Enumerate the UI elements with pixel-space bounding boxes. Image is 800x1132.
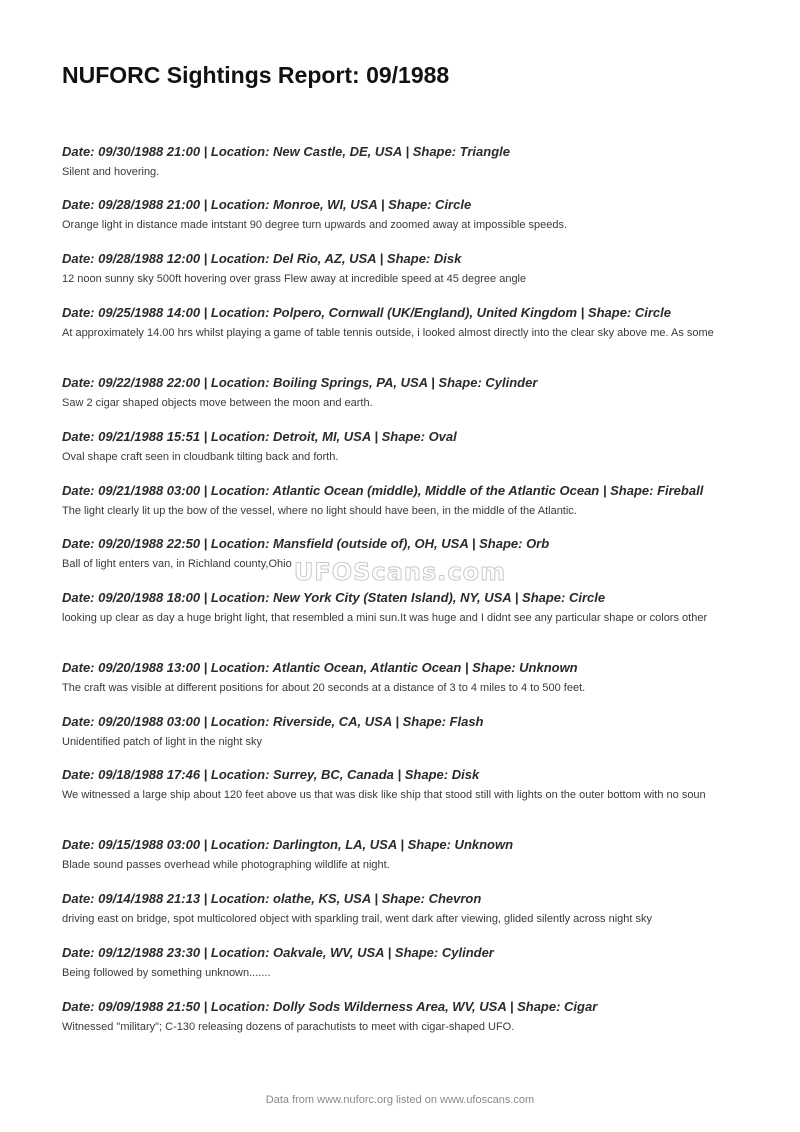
sighting-entry bbox=[62, 944, 752, 981]
sighting-description: The craft was visible at different positions for about 20 seconds at a distance of 3 to 4 miles to 4 to 500 feet. bbox=[62, 682, 586, 694]
sighting-header: Date: 09/22/1988 22:00 | Location: Boiling Springs, PA, USA | Shape: Cylinder bbox=[62, 375, 538, 390]
sighting-header: Date: 09/14/1988 21:13 | Location: olathe, KS, USA | Shape: Chevron bbox=[62, 891, 482, 906]
page-title: NUFORC Sightings Report: 09/1988 bbox=[62, 62, 450, 88]
sighting-header: Date: 09/12/1988 23:30 | Location: Oakvale, WV, USA | Shape: Cylinder bbox=[62, 945, 494, 960]
footer-credit: Data from www.nuforc.org listed on www.ufoscans.com bbox=[265, 1094, 535, 1106]
sighting-entry bbox=[62, 890, 752, 927]
sighting-description: Saw 2 cigar shaped objects move between the moon and earth. bbox=[62, 397, 373, 409]
sighting-description: Blade sound passes overhead while photographing wildlife at night. bbox=[62, 859, 390, 871]
sighting-entry bbox=[62, 196, 752, 233]
sighting-entry bbox=[62, 659, 752, 696]
sighting-description: Silent and hovering. bbox=[62, 166, 160, 178]
sighting-description: The light clearly lit up the bow of the vessel, where no light should have been, in the middle of the Atlantic. bbox=[62, 505, 577, 517]
sighting-header: Date: 09/25/1988 14:00 | Location: Polpero, Cornwall (UK/England), United Kingdom | Shape: Circle bbox=[62, 305, 672, 320]
sighting-description: Oval shape craft seen in cloudbank tilting back and forth. bbox=[62, 451, 339, 463]
sighting-header: Date: 09/09/1988 21:50 | Location: Dolly Sods Wilderness Area, WV, USA | Shape: Cigar bbox=[62, 999, 598, 1014]
sighting-entry bbox=[62, 304, 752, 341]
sighting-header: Date: 09/20/1988 03:00 | Location: Riverside, CA, USA | Shape: Flash bbox=[62, 714, 484, 729]
sighting-header: Date: 09/20/1988 13:00 | Location: Atlantic Ocean, Atlantic Ocean | Shape: Unknown bbox=[62, 660, 578, 675]
sighting-description: Ball of light enters van, in Richland county,Ohio bbox=[62, 558, 292, 570]
sighting-entry bbox=[62, 836, 752, 873]
sighting-entry bbox=[62, 250, 752, 287]
sighting-entry bbox=[62, 374, 752, 411]
sighting-description: Witnessed "military"; C-130 releasing dozens of parachutists to meet with cigar-shaped UFO. bbox=[62, 1021, 515, 1033]
sighting-entry bbox=[62, 143, 752, 180]
sighting-entry bbox=[62, 998, 752, 1035]
sighting-description: looking up clear as day a huge bright light, that resembled a mini sun.It was huge and I didnt see any particular shape or colors other bbox=[62, 612, 708, 624]
sighting-description: 12 noon sunny sky 500ft hovering over grass Flew away at incredible speed at 45 degree angle bbox=[62, 273, 527, 285]
sighting-description: We witnessed a large ship about 120 feet above us that was disk like ship that stood still with lights on the outer bottom with no soun bbox=[62, 789, 706, 801]
sighting-header: Date: 09/30/1988 21:00 | Location: New Castle, DE, USA | Shape: Triangle bbox=[62, 144, 510, 159]
sighting-entry bbox=[62, 766, 752, 803]
sighting-entry bbox=[62, 589, 752, 626]
sighting-description: Orange light in distance made intstant 90 degree turn upwards and zoomed away at impossible speeds. bbox=[62, 219, 568, 231]
sighting-header: Date: 09/28/1988 21:00 | Location: Monroe, WI, USA | Shape: Circle bbox=[62, 197, 472, 212]
sighting-entry bbox=[62, 482, 752, 519]
sighting-description: Unidentified patch of light in the night sky bbox=[62, 736, 262, 748]
sighting-description: At approximately 14.00 hrs whilst playing a game of table tennis outside, i looked almost directly into the clear sky above me. As some bbox=[62, 327, 714, 339]
sighting-entry bbox=[62, 713, 752, 750]
sighting-header: Date: 09/15/1988 03:00 | Location: Darlington, LA, USA | Shape: Unknown bbox=[62, 837, 514, 852]
sighting-description: Being followed by something unknown....... bbox=[62, 967, 271, 979]
sighting-description: driving east on bridge, spot multicolored object with sparkling trail, went dark after viewing, glided silently across night sky bbox=[62, 913, 653, 925]
sighting-entry bbox=[62, 428, 752, 465]
sighting-header: Date: 09/21/1988 15:51 | Location: Detroit, MI, USA | Shape: Oval bbox=[62, 429, 457, 444]
watermark: UFOScans.com bbox=[293, 558, 507, 586]
sighting-header: Date: 09/20/1988 18:00 | Location: New York City (Staten Island), NY, USA | Shape: Circle bbox=[62, 590, 606, 605]
sighting-header: Date: 09/28/1988 12:00 | Location: Del Rio, AZ, USA | Shape: Disk bbox=[62, 251, 462, 266]
sighting-header: Date: 09/18/1988 17:46 | Location: Surrey, BC, Canada | Shape: Disk bbox=[62, 767, 480, 782]
sighting-header: Date: 09/21/1988 03:00 | Location: Atlantic Ocean (middle), Middle of the Atlantic Ocean | Shape: Fireball bbox=[62, 483, 704, 498]
sighting-header: Date: 09/20/1988 22:50 | Location: Mansfield (outside of), OH, USA | Shape: Orb bbox=[62, 536, 550, 551]
